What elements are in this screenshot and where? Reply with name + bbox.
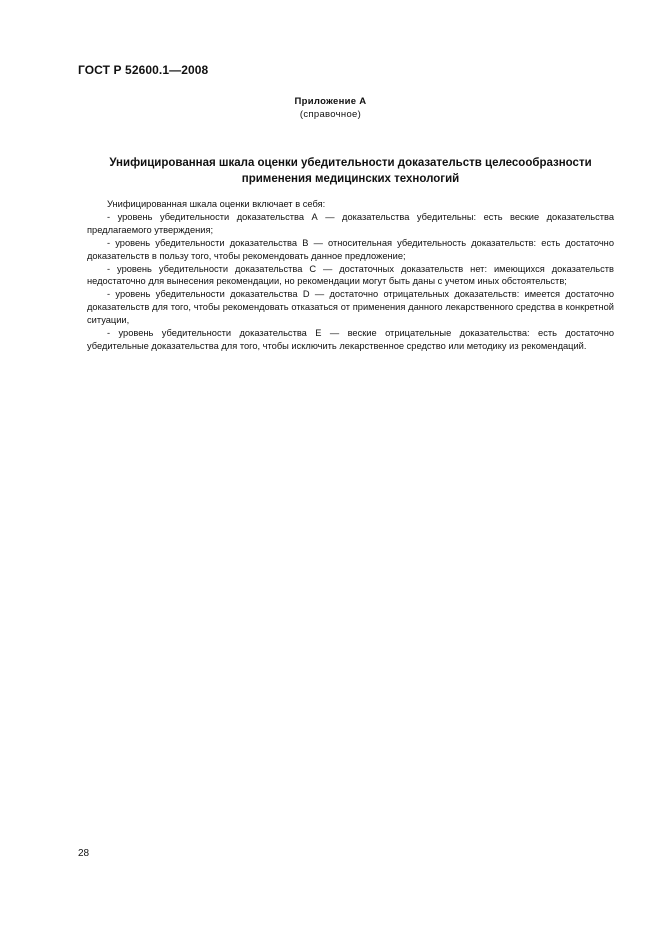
level-d-paragraph: - уровень убедительности доказательства D — достаточно отрицательных доказательств: имеется достаточно доказательств для того, чтобы рекомендовать отказаться от применения данного лекарственного средства в конкретной ситуации, [87, 289, 614, 326]
annex-status: (справочное) [299, 109, 362, 120]
annex-title: Приложение А [294, 96, 367, 107]
level-c-paragraph: - уровень убедительности доказательства С — достаточных доказательств нет: имеющихся доказательств недостаточно для вынесения рекомендации, но рекомендации могут быть даны с учетом иных обстоятельств; [87, 263, 614, 287]
page-number: 28 [78, 848, 90, 859]
level-e-paragraph: - уровень убедительности доказательства Е — веские отрицательные доказательства: есть достаточно убедительные доказательства для того, чтобы исключить лекарственное средство или методику из рекомендаций. [87, 328, 614, 351]
level-b-paragraph: - уровень убедительности доказательства В — относительная убедительность доказательств: есть достаточно доказательств в пользу того, чтобы рекомендовать данное предложение; [87, 237, 614, 261]
intro-paragraph: Унифицированная шкала оценки включает в себя: [107, 199, 326, 209]
level-a-paragraph: - уровень убедительности доказательства А — доказательства убедительны: есть веские доказательства предлагаемого утверждения; [87, 211, 614, 235]
document-title: Унифицированная шкала оценки убедительности доказательств целесообразности применения медицинских технологий [109, 157, 592, 185]
standard-code-header: ГОСТ Р 52600.1—2008 [78, 63, 209, 77]
document-body [87, 198, 614, 353]
